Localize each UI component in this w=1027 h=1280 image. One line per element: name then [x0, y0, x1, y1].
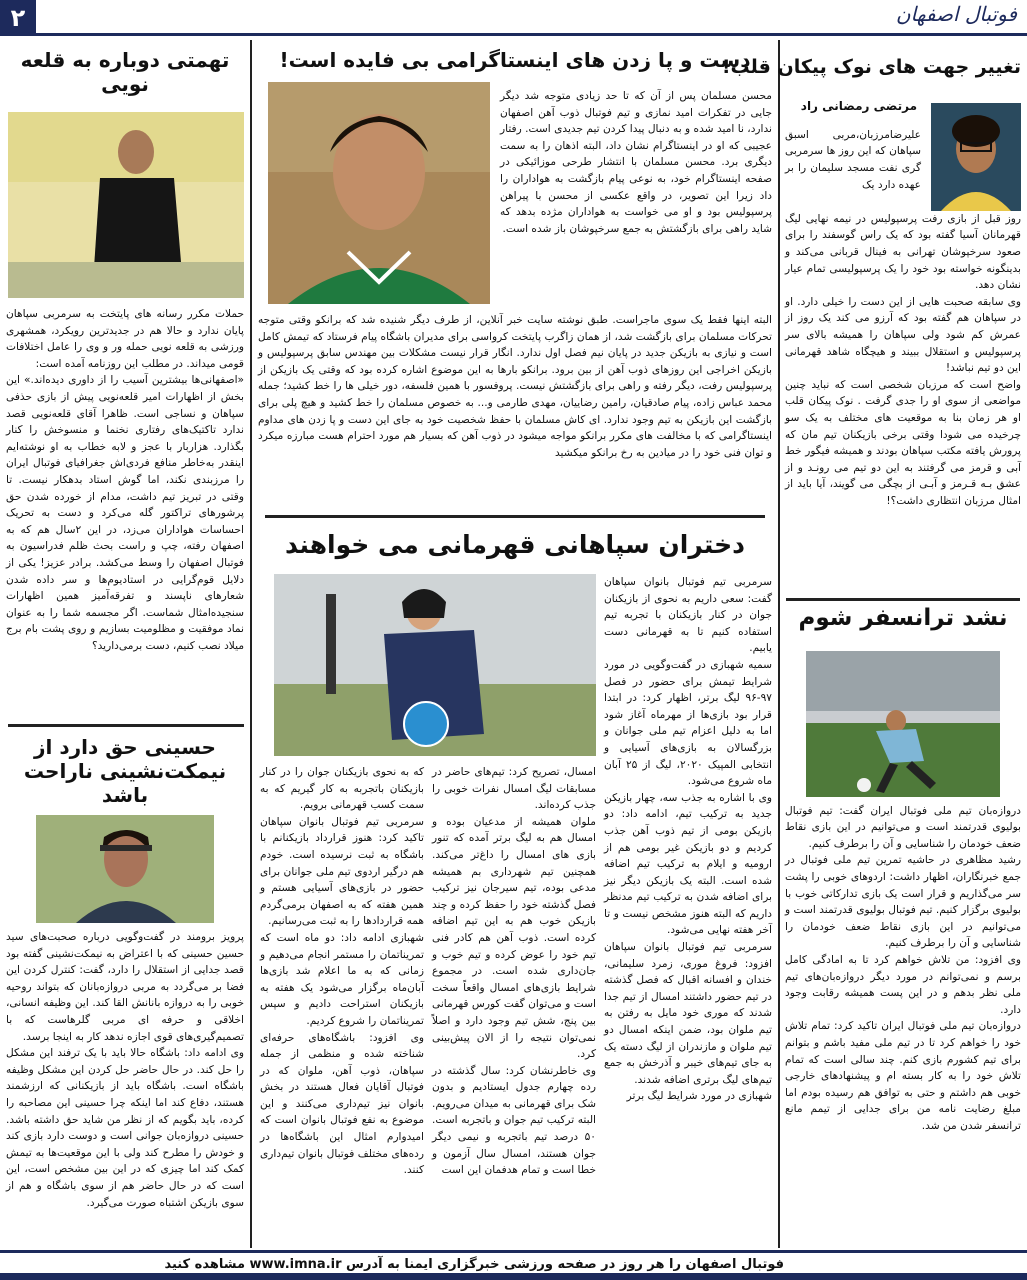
- section-rule: [265, 515, 765, 518]
- section-rule: [786, 598, 1020, 601]
- women-team-col-left: که به نحوی بازیکنان جوان را در کنار بازیکنان باتجربه به کار گیریم که به سمت کسب قهرمانی برویم. سرمربی تیم فوتبال بانوان سپاهان تاکید کرد: هنوز قرارداد بازیکنانم با باشگاه به ثبت نرسیده است. خودم هم درگیر اردوی تیم ملی جوانان برای حضور در بازی‌های آسیایی هستم و همین هفته که به اصفهان برمی‌گردم همه قراردادها را به ثبت می‌رسانیم. شهبازی ادامه داد: دو ماه است که تمریناتمان را مستمر انجام می‌دهیم و زمانی که به ما اعلام شد بازی‌ها آبان‌ماه برگزار می‌شود یک هفته به بازیکنان استراحت دادیم و سپس تمریناتمان را شروع کردیم. وی افزود: باشگاه‌های حرفه‌ای شناخته شده و منظمی از جمله سپاهان، ذوب آهن، ملوان که در فوتبال آقایان فعال هستند در بخش بانوان نیز تیم‌داری می‌کنند و این موضوع به نفع فوتبال بانوان است که امیدوارم امثال این باشگاه‌ها در رده‌های مختلف فوتبال بانوان تیم‌داری کنند.: [260, 766, 424, 1177]
- hosseini-photo: [36, 815, 214, 923]
- middle-column: [258, 40, 772, 461]
- article-intro: علیرضامرزبان،مربی اسبق سپاهان که این روز ها سرمربی گری نفت مسجد سلیمان را بر عهده دارد یک: [785, 128, 921, 191]
- right-column-second: [785, 605, 1021, 1134]
- article-body-2: دروازه‌بان تیم ملی فوتبال ایران گفت: تیم فوتبال بولیوی قدرتمند است و می‌توانیم در این بازی نقاط ضعف خودمان را شناسایی و آن را برطرف کنیم. رشید مظاهری در حاشیه تمرین تیم ملی فوتبال در جمع خبرنگاران، اظهار داشت: اردوهای خوبی را پشت سر می‌گذاریم و قرار است یک بازی تدارکاتی خوب با بولیوی برگزار کنیم. تیم فوتبال بولیوی قدرتمند است و می‌توانیم در این بازی نقاط ضعف خودمان را شناسایی و آن را برطرف کنیم. وی افزود: من تلاش خواهم کرد تا به امادگی کامل برسم و نمی‌توانم در مورد دیگر دروازه‌بان‌های تیم ملی نظر بدهم و در این پست همیشه رقابت وجود دارد. دروازه‌بان تیم ملی فوتبال ایران تاکید کرد: تمام تلاش خود را خواهم کرد تا در تیم ملی مفید باشم و بتوانم برای تیم کشورم بازی کنم. چند سالی است که تمام تلاش خود را به کار بسته ام و پیشنهادهای خارجی خوبی هم داشتم و حتی به توافق هم رسیده بودم اما مبلغ رضایت نامه من برای جدایی از تیمم مانع ترانسفر شدن من شد.: [785, 804, 1021, 1132]
- column-divider-right: [778, 40, 780, 1248]
- article-headline: تغییر جهت های نوک پیکان قلب!: [721, 56, 1021, 78]
- page-header: [0, 0, 1027, 36]
- header-rule: [40, 33, 897, 36]
- article-body-bottom: البته اینها فقط یک سوی ماجراست. طبق نوشته سایت خبر آنلاین، از طرف دیگر شنیده شد که برانکو وقتی متوجه تحرکات مسلمان برای بازگشت شد، از همان زاگرب پایتخت کرواسی برای مدیران باشگاه پیام فرستاد که تیمش کامل است و نیازی به بازیکن جدید در پایان نیم فصل اول ندارد. انگار قرار نیست مشکلات بین مهندس سابق پرسپولیس و بازیکن اخراجی این روزهای ذوب آهن از بین برود. برانکو بارها به این موضوع اشاره کرده بود که وقتی یک بازیکن از پرسپولیس رفت، دیگر رفته و راهی برای بازگشتش نیست. پروفسور با همین فلسفه، دور خیلی ها را خط کشید؛ جمله محمد عباس زاده، پیام صادقیان، رامین رضاییان، مهدی طارمی و... به خصوص مسلمان را خط کشید و هیچ پلی برای بازگشت این بازیکن به تیم وجود ندارد. ای کاش مسلمان با حفظ شخصیت خود به جای این دست و پا زدن های مداوم اینستاگرامی که با مخالفت های مکرر برانکو مواجه میشود در ذوب آهن که بسیار هم مورد احترام هست مبارزه میکرد و توان فنی خود را در میادین به رخ برانکو میکشید: [258, 314, 772, 459]
- article-headline: دست و پا زدن های اینستاگرامی بی فایده است!: [279, 48, 751, 72]
- article-body: حملات مکرر رسانه های پایتخت به سرمربی سپاهان پایان ندارد و حالا هم در جدیدترین رویکرد، همشهری ورزشی به قلعه نویی حمله ور و وی را عامل اختلافات قومی میداند. در مطلب این روزنامه آمده است: «اصفهانی‌ها بیشترین آسیب را از داوری دیده‌اند.» این بخش از اظهارات امیر قلعه‌نویی پیش از بازی حذفی سپاهان و نساجی است. ظاهرا آقای قلعه‌نویی قصد ندارد تاکتیک‌های رفتاری نخنما و منسوخش را کنار بگذارد. هزاربار با عجز و لابه خطاب به او نوشته‌ایم اینقدر به‌خاطر منافع فردی‌اش جغرافیای فوتبال ایران را مرزبندی نکند، اما گوش استاد بدهکار نیست. تا وقتی در تبریز تیم داشت، مدام از خورده شدن حق پرشورهای تراکتور گله می‌کرد و دست به تحریک احساسات هواداران می‌زد، در این ۲سال هم که به اصفهان رفته، چپ و راست بحث ظلم فدراسیون به فوتبال اصفهان را وسط می‌کشد. برادر عزیز! یکی از دلایل قوم‌گرایی در استادیوم‌ها و سر داده شدن شعارهای ناپسند و تفرقه‌آمیز همین اظهارات سنجیده‌امثال شماست. اگر مجسمه شما را به عنوان نماد موفقیت و مظلومیت بسازیم و روی پشت بام برج میلاد نصب کنیم، دست برمی‌دارید؟: [6, 308, 244, 652]
- coach-photo: [274, 574, 596, 756]
- left-column: [6, 40, 244, 654]
- page-number: ۲: [0, 0, 36, 36]
- page-footer: [0, 1250, 1027, 1280]
- author-photo: [931, 103, 1021, 211]
- player-photo: [268, 82, 490, 304]
- middle-column-second: [258, 530, 772, 1254]
- logo: فوتبال اصفهان: [895, 2, 1017, 26]
- author-name: مرتضی رمضانی راد: [800, 98, 917, 113]
- right-column: [721, 40, 1021, 509]
- article-body-top: محسن مسلمان پس از آن که تا حد زیادی متوجه شد دیگر جایی در تفکرات امید نمازی و تیم فوتبال ذوب آهن اصفهان ندارد، نا امید شده و به دنبال پیدا کردن تیم جدیدی است. رفتار عجیبی که او در اینستاگرام نشان داد، البته اذهان را به سمت دیگری برد. محسن مسلمان با انتشار طرحی موزائیکی در صفحه اینستاگرام خود، به نوعی پیام بازگشت به هواداران را داد زیرا این تصویر، در واقع عکسی از محسن با پیراهن پرسپولیس بود و او می خواست به هواداران مژده بدهد که شاید راهی برای بازگشتش به جمع سرخپوشان باز شده است.: [500, 90, 772, 235]
- goalkeeper-image: [806, 651, 1000, 797]
- footer-bar: [0, 1273, 1027, 1280]
- hosseini-image: [36, 815, 214, 923]
- article-body: روز قبل از بازی رفت پرسپولیس در نیمه نهایی لیگ قهرمانان آسیا گفته بود که یک راس گوسفند را برای صعود سرخپوشان تهرانی به فینال قربانی می‌کند و بدینگونه خواسته بود خود را یک پرسپولیسی تمام عیار نشان دهد. وی سابقه صحبت هایی از این دست را خیلی دارد. او در سپاهان هم گفته بود که آرزو می کند یک روز از عمرش کم شود ولی سپاهان را همیشه بالای سر پرسپولیس و استقلال ببیند و هیچگاه شاهد قهرمانی این دو تیم نباشد! واضح است که مرزبان شخصی است که نباید چنین مواضعی از سوی او را جدی گرفت . نوک پیکان قلب او هر زمان بنا به موقعیت های مختلف به یک سو چرخیده می شودا وقتی برخی بازیکنان تیم مان که پرورش یافته مکتب سپاهان بودند و همیشه فیگور خط آبی و قرمز می گرفتند به این دو تیم می رونـد و از عشق بـه قـرمز و آبـی از بچگی می گویند، آیا باید از امثال مرزبان انتظاری داشت؟!: [785, 212, 1021, 507]
- women-team-col-mid: امسال، تصریح کرد: تیم‌های حاضر در مسابقات لیگ امسال نفرات خوبی را جذب کرده‌اند. ملوان همیشه از مدعیان بوده و امسال هم به لیگ برتر آمده که تنور بازی های امسال را داغ‌تر می‌کند. همچنین تیم شهرداری بم همیشه مدعی بوده، تیم سیرجان نیز ترکیب فصل گذشته خود را حفظ کرده و چند بازیکن خوب هم به این تیم اضافه کرده است. ذوب آهن هم کادر فنی تیم خود را عوض کرده و تیم خوب و جان‌داری شده است. در مجموع شرایط بازی‌های امسال واقعاً سخت است و می‌توان گفت کورس قهرمانی بین پنج، شش تیم وجود دارد و اصلاً نمی‌توان نتیجه را از الان پیش‌بینی کرد. وی خاطرنشان کرد: سال گذشته در رده چهارم جدول ایستادیم و بدون شک برای قهرمانی به میدان می‌رویم. البته ترکیب تیم جوان و باتجربه است. ۵۰ درصد تیم باتجربه و نیمی دیگر جوان هستند، امسال سال آزمون و خطا است و تمام هدفمان این است: [432, 766, 596, 1177]
- article-headline-2: حسینی حق دارد از نیمکت‌نشینی ناراحت باشد: [23, 735, 227, 807]
- article-headline-2: دختران سپاهانی قهرمانی می خواهند: [285, 530, 745, 559]
- goalkeeper-photo: [806, 651, 1000, 797]
- article-headline-2: نشد ترانسفر شوم: [798, 605, 1008, 631]
- author-portrait: [931, 103, 1021, 211]
- article-body-2: پرویز برومند در گفت‌وگویی درباره صحبت‌های سید حسین حسینی که با اعتراض به نیمکت‌نشینی گفته بود قصد جدایی از استقلال را دارد، گفت: کنترل کردن این فضا بر می‌گردد به مربی دروازه‌بانان که بتواند روحیه خوبی را به دروازه بانانش القا کند. این وظیفه انسانی، اخلاقی و حرفه ای مربی گلرهاست که با تصمیم‌گیری‌های قوی اجازه ندهد کار به اینجا برسد. وی ادامه داد: باشگاه حالا باید با یک ترفند این مشکل را حل کند. در حال حاضر حل کردن این مشکل وظیفه باشگاه است. باشگاه باید از بازیکنانی که ارزشمند هستند، دفاع کند اما اینکه چرا حسینی این مصاحبه را کرده، باید بگویم که از نظر من شاید حق داشته باشد. حسینی دروازه‌بان جوانی است و دوست دارد بازی کند و خودش را مطرح کند ولی با این موقعیت‌ها به تیمش کمک کند اما چیزی که در این بین مشخص است، این است که در حال حاضر هم از سوی باشگاه و هم از سوی بازیکن اشتباه صورت می‌گیرد.: [6, 931, 244, 1209]
- section-rule: [8, 724, 244, 727]
- coach-ghalenoei-image: [8, 112, 244, 298]
- footer-text: فوتبال اصفهان را هر روز در صفحه ورزشی خبرگزاری ایمنا به آدرس www.imna.ir مشاهده کنید: [156, 1257, 792, 1272]
- column-divider-left: [250, 40, 252, 1248]
- coach-image: [274, 574, 596, 756]
- left-column-second: [6, 735, 244, 1211]
- coach-ghalenoei-photo: [8, 112, 244, 298]
- article-headline: تهمتی دوباره به قلعه نویی: [20, 48, 230, 96]
- player-portrait: [268, 82, 490, 304]
- women-team-col-right: سرمربی تیم فوتبال بانوان سپاهان گفت: سعی داریم به نحوی از بازیکنان جوان در کنار بازیکنان با تجربه تیم استفاده کنیم تا به قهرمانی دست یابیم. سمیه شهبازی در گفت‌وگویی در مورد شرایط تیمش برای حضور در فصل ۹۷-۹۶ لیگ برتر، اظهار کرد: در ابتدا قرار بود بازی‌ها از مهرماه آغاز شود اما به دلیل اعزام تیم ملی جوانان و بزرگسالان به بازی‌های آسیایی و انتخابی المپیک ۲۰۲۰، لیگ از ۲۵ آبان ماه شروع می‌شود. وی با اشاره به جذب سه، چهار بازیکن جدید به ترکیب تیم، ادامه داد: دو بازیکن بومی از تیم ذوب آهن جذب کردیم و دو بازیکن غیر بومی هم از ارومیه و ایلام به ترکیب تیم اضافه شده است. البته یک بازیکن دیگر نیز برای اضافه شدن به ترکیب تیم مدنظر داریم که البته هنوز مشخص نیست و تا آخر هفته نهایی می‌شود. سرمربی تیم فوتبال بانوان سپاهان افزود: فروغ موری، زمرد سلیمانی، خندان و افسانه اقبال که فصل گذشته در تیم حضور داشتند امسال از تیم جدا شدند که موری خود مایل به رفتن به تیم ملوان بود، ضمن اینکه امسال دو تیم ملوان و مازندران از لیگ دسته یک به جای تیم‌های خیبر و آذرخش به جمع تیم‌های لیگ برتری اضافه شدند. شهبازی در مورد شرایط لیگ برتر: [604, 576, 772, 1103]
